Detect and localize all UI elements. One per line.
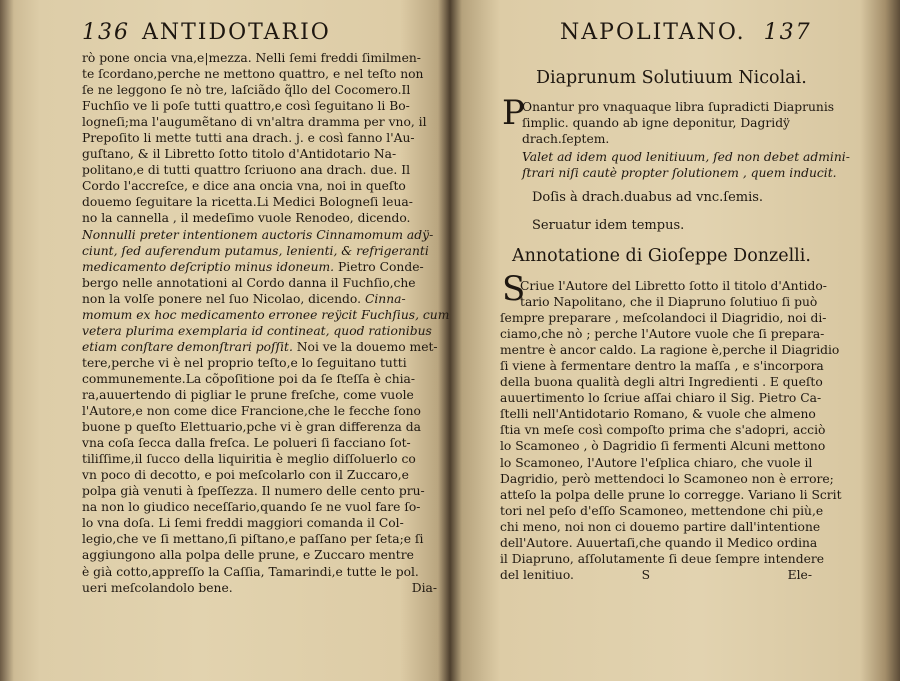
text-line: ciamo,che nò ; perche l'Autore vuole che ſi prepara- <box>500 327 825 342</box>
text-line: communemente.La cõpoſitione poi da ſe ſteſſa è chia- <box>82 371 416 386</box>
text-line: atteſo la polpa delle prune lo corregge. Variano li Scrit <box>500 487 842 502</box>
text-line <box>500 567 812 583</box>
text-line: chi meno, noi non ci douemo partire dall'intentione <box>500 519 821 534</box>
signature-mark: S <box>641 567 651 582</box>
text-line: ra,auuertendo di pigliar le prune freſche, come vuole <box>82 387 414 402</box>
latin-quote-fragment: medicamento deſcriptio minus idoneum. <box>82 259 335 274</box>
left-page-number: 136 <box>82 20 130 45</box>
right-running-head <box>560 20 812 45</box>
catchword: Dia- <box>411 580 437 595</box>
text-line: tiliſſime,il ſucco della liquiritia è meglio diſſoluerlo co <box>82 452 416 467</box>
text-line <box>82 291 437 307</box>
text-fragment: Noi ve la douemo met- <box>296 339 438 354</box>
text-line: tario Napolitano, che il Diapruno ſolutiuo ſi può <box>520 295 818 310</box>
text-line: ſtelli nell'Antidotario Romano, & vuole che almeno <box>500 407 816 422</box>
text-line: logneſi;ma l'augumẽtano di vn'altra dramma per vno, il <box>82 115 427 130</box>
text-line: douemo ſeguitare la ricetta.Li Medici Bologneſi leua- <box>82 195 413 210</box>
text-line: ſempre preparare , meſcolandoci il Diagridio, noi di- <box>500 311 827 326</box>
text-line: polpa già venuti à ſpeſſezza. Il numero delle cento pru- <box>82 484 425 499</box>
latin-quote-line: ciunt, ſed auferendum putamus, lenienti, & refrigeranti <box>82 243 429 258</box>
right-page-number: 137 <box>763 20 812 45</box>
text-line: Onantur pro vnaquaque libra ſupradicti Diaprunis <box>522 100 835 114</box>
dose-line: Doſis à drach.duabus ad vnc.ſemis. <box>532 190 764 205</box>
text-line: tere,perche vi è nel proprio teſto,e lo ſeguitano tutti <box>82 355 407 370</box>
text-line: politano,e di tutti quattro ſcriuono ana drach. due. Il <box>82 163 411 178</box>
left-body-text <box>82 50 450 596</box>
text-line: il Diapruno, aſſolutamente ſi deue ſempre intendere <box>500 551 825 566</box>
text-line: aggiungono alla polpa delle prune, e Zuccaro mentre <box>82 548 414 563</box>
text-fragment: non la volſe ponere nel ſuo Nicolao, dicendo. <box>82 291 362 306</box>
recipe-dropcap: P <box>502 93 525 133</box>
text-line: tori nel peſo d'eſſo Scamoneo, mettendone chi più,e <box>500 503 824 518</box>
text-line: lo vna doſa. Li ſemi freddi maggiori comanda il Col- <box>82 516 404 531</box>
text-line: Cordo l'accreſce, e dice ana oncia vna, noi in queſto <box>82 179 406 194</box>
text-line: della buona qualità degli altri Ingredienti . E queſto <box>500 375 823 390</box>
right-head-title: NAPOLITANO. <box>560 20 746 45</box>
latin-quote-line: vetera plurima exemplaria id contineat, quod rationibus <box>82 323 432 338</box>
text-line: Prepoſito li mette tutti ana drach. j. e così fanno l'Au- <box>82 131 415 146</box>
right-page <box>500 0 850 681</box>
recipe-text <box>500 99 850 181</box>
text-line: drach.ſeptem. <box>522 132 610 147</box>
text-line: no la cannella , il medeſimo vuole Renodeo, dicendo. <box>82 211 411 226</box>
text-line: lo Scamoneo, l'Autore l'eſplica chiaro, che vuole il <box>500 455 813 470</box>
catchword: Ele- <box>787 567 812 582</box>
latin-quote-line: momum ex hoc medicamento erronee reÿcit Fuchſius, cum <box>82 307 450 322</box>
last-line-text: ueri meſcolandolo bene. <box>82 580 233 595</box>
text-line: ſtia vn meſe così compoſto prima che s'adopri, acciò <box>500 423 826 438</box>
text-fragment: Pietro Conde- <box>338 259 424 274</box>
annotation-dropcap: S <box>502 269 526 309</box>
text-line <box>82 580 437 596</box>
annotation-title: Annotatione di Gioſeppe Donzelli. <box>512 246 811 266</box>
text-line: Criue l'Autore del Libretto ſotto il titolo d'Antido- <box>520 279 827 293</box>
text-line: vna coſa ſecca dalla freſca. Le polueri ſi facciano ſot- <box>82 436 411 451</box>
text-line: ſi viene à fermentare dentro la maſſa , e s'incorpora <box>500 359 824 374</box>
latin-quote-line: Valet ad idem quod lenitiuum, ſed non debet admini- <box>522 150 850 165</box>
text-line: legio,che ve ſi mettano,ſi piſtano,e paſſano per ſeta;e ſi <box>82 532 424 547</box>
text-line: auuertimento lo ſcriue aſſai chiaro il Sig. Pietro Ca- <box>500 391 822 406</box>
recipe-title: Diaprunum Solutiuum Nicolai. <box>536 68 807 88</box>
text-line: vn poco di decotto, e poi meſcolarlo con il Zuccaro,e <box>82 468 409 483</box>
text-line: l'Autore,e non come dice Francione,che le fecche ſono <box>82 404 421 419</box>
text-line: è già cotto,appreſſo la Caſſia, Tamarindi,e tutte le pol. <box>82 564 419 579</box>
latin-quote-fragment: Cinna- <box>364 291 406 306</box>
latin-quote-line: Nonnulli preter intentionem auctoris Cinnamomum adÿ- <box>82 227 434 242</box>
last-line-text: del lenitiuo. <box>500 567 574 582</box>
text-line <box>82 339 437 355</box>
text-line: Dagridio, però mettendoci lo Scamoneo non è errore; <box>500 471 834 486</box>
text-line <box>82 259 437 275</box>
text-line: mentre è ancor caldo. La ragione è,perche il Diagridio <box>500 343 840 358</box>
text-line: lo Scamoneo , ò Dagridio ſi fermenti Alcuni mettono <box>500 439 826 454</box>
left-running-head <box>82 20 331 45</box>
text-line: rò pone oncia vna,e|mezza. Nelli ſemi freddi ſimilmen- <box>82 51 421 65</box>
text-line: na non lo giudico neceſſario,quando ſe ne vuol fare ſo- <box>82 500 421 515</box>
text-line: Fuchſio ve li poſe tutti quattro,e così ſeguitano li Bo- <box>82 99 410 114</box>
text-line: ſe ne leggono ſe nò tre, laſciãdo q̃llo del Cocomero.Il <box>82 83 411 98</box>
text-line: dell'Autore. Auuertaſi,che quando il Medico ordina <box>500 535 818 550</box>
left-head-title: ANTIDOTARIO <box>142 20 331 45</box>
text-line: guſtano, & il Libretto ſotto titolo d'Antidotario Na- <box>82 147 397 162</box>
text-line: bergo nelle annotationi al Cordo danna il Fuchſio,che <box>82 275 416 290</box>
annotation-text <box>500 278 842 583</box>
latin-quote-fragment: etiam conſtare demonſtrari poſſit. <box>82 339 293 354</box>
text-line: te ſcordano,perche ne mettono quattro, e nel teſto non <box>82 67 424 82</box>
keep-line: Seruatur idem tempus. <box>532 218 685 233</box>
text-line: buone p queſto Elettuario,pche vi è gran differenza da <box>82 420 421 435</box>
latin-quote-line: ſtrari niſi cautè propter ſolutionem , quem inducit. <box>522 166 837 181</box>
text-line: ſimplic. quando ab igne deponitur, Dagridÿ <box>522 116 791 131</box>
left-page <box>82 0 450 681</box>
